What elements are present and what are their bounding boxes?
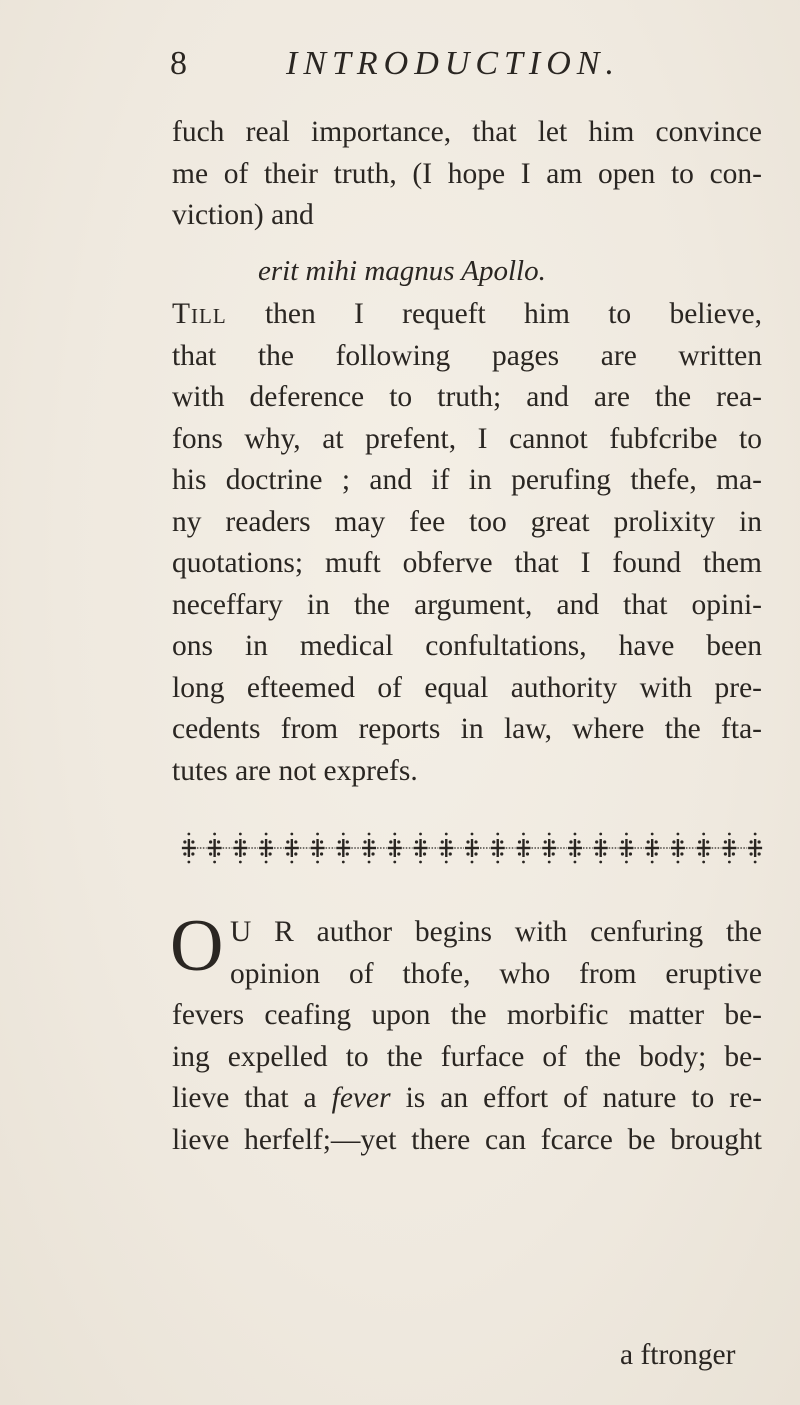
ornament-fleuron: [233, 833, 258, 864]
ornament-fleuron: [722, 833, 747, 864]
text-fragment: then I requeft him to believe,: [226, 298, 762, 330]
text-line: ons in medical confultations, have been: [172, 630, 762, 662]
text-line: tutes are not exprefs.: [172, 754, 418, 787]
catchword: a ftronger: [620, 1339, 736, 1371]
ornament-fleuron: [619, 833, 644, 864]
ornament-fleuron: [465, 833, 490, 864]
ornament-fleuron: [208, 833, 233, 864]
page-number: 8: [170, 45, 187, 82]
ornament-fleuron: [594, 833, 619, 864]
text-line: that the following pages are written: [172, 339, 762, 372]
small-caps-lead-word: Till: [172, 298, 227, 330]
text-line: [172, 1078, 762, 1120]
running-head: INTRODUCTION.: [286, 45, 620, 82]
ornament-fleuron: [414, 833, 439, 864]
text-line: fevers ceafing upon the morbific matter be-: [172, 999, 762, 1031]
paragraph-1: [172, 112, 762, 237]
italic-word: fever: [331, 1082, 391, 1114]
ornament-fleuron: [516, 833, 541, 864]
text-line: ny readers may fee too great prolixity in: [172, 505, 762, 538]
ornament-fleuron: [182, 833, 207, 864]
text-line: his doctrine ; and if in perufing thefe, ma-: [172, 464, 762, 496]
text-fragment: is an effort of nature to re-: [390, 1082, 762, 1114]
text-line: opinion of thofe, who from eruptive: [230, 957, 762, 990]
drop-cap: O: [170, 905, 224, 987]
ornament-fleuron: [748, 833, 762, 864]
ornament-fleuron: [542, 833, 567, 864]
ornament-fleuron: [491, 833, 516, 864]
ornament-fleuron: [568, 833, 593, 864]
text-fragment: lieve that a: [172, 1082, 332, 1114]
text-line: ing expelled to the furface of the body; be-: [172, 1040, 762, 1073]
paragraph-2: [172, 294, 762, 792]
text-line: fuch real importance, that let him convince: [172, 116, 762, 148]
text-line: neceffary in the argument, and that opini-: [172, 588, 762, 621]
ornament-fleuron: [362, 833, 387, 864]
text-line: lieve herfelf;—yet there can fcarce be brought: [172, 1123, 762, 1156]
text-line: U R author begins with cenfuring the: [230, 916, 762, 948]
ornament-fleuron: [697, 833, 722, 864]
text-line: quotations; muft obferve that I found them: [172, 547, 762, 579]
ornament-fleuron: [439, 833, 464, 864]
ornament-fleuron: [311, 833, 336, 864]
page-header: [170, 44, 770, 94]
text-line: [172, 294, 762, 336]
ornament-fleuron: [645, 833, 670, 864]
ornament-fleuron: [388, 833, 413, 864]
text-line: me of their truth, (I hope I am open to con-: [172, 157, 762, 190]
text-line: with deference to truth; and are the rea-: [172, 381, 762, 413]
ornament-fleuron: [285, 833, 310, 864]
text-line: fons why, at prefent, I cannot fubfcribe to: [172, 422, 762, 455]
ornament-fleuron: [671, 833, 696, 864]
text-line: viction) and: [172, 199, 314, 231]
text-line: cedents from reports in law, where the fta-: [172, 713, 762, 745]
paragraph-3: [172, 912, 762, 1161]
printers-ornament-icon: [176, 826, 768, 870]
ornament-fleuron: [259, 833, 284, 864]
text-line: long efteemed of equal authority with pre-: [172, 671, 762, 704]
latin-quotation: erit mihi magnus Apollo.: [258, 255, 546, 287]
ornament-fleuron: [336, 833, 361, 864]
